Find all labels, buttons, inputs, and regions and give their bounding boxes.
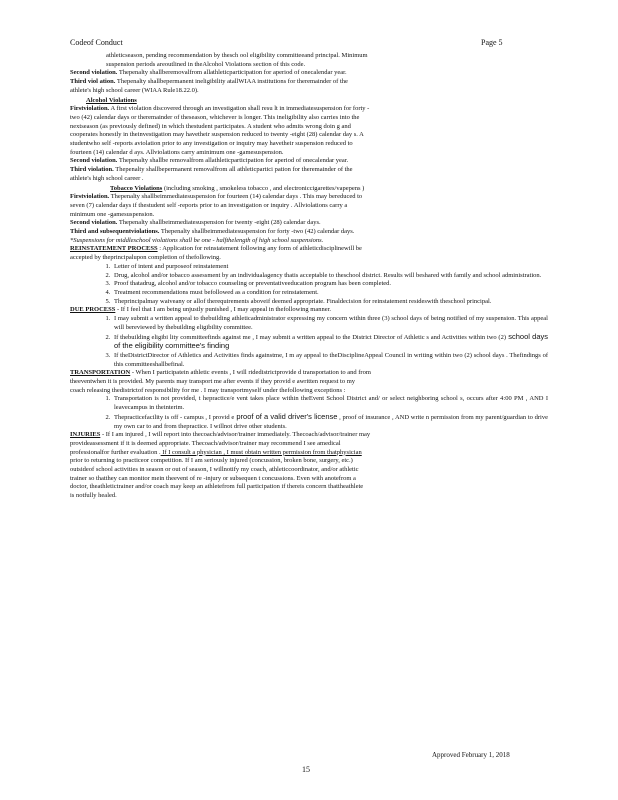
list-item: 4. Treatment recommendations must befollowed as a condition for reinstatement. [112,289,548,298]
text-line [70,157,548,166]
violation-label: Third viol ation. [70,78,116,86]
violation-text: Thepenalty shallbeimmediatesuspension for twenty -eight (28) calendar days. [117,219,321,227]
text-line [70,193,548,202]
alcohol-heading [70,97,548,106]
violation-text: Thepenalty shallbepermanent ineligibility atallWIAA institutions for theremainder of the [115,78,348,86]
list-item-text: , proof of insurance , AND write n permission from my parent/guardian to drive my own car to and from thepractice. I willnot drive other students. [114,413,548,430]
list-item: 3. If theDistrictDirector of Athletics and Activities finds againstme, I m ay appeal to theDisciplineAppeal Council in writing within two (2) school days . Thefindings of this committeeshallbefinal. [112,352,548,369]
text-line [70,219,548,228]
text-line: athlete's high school career . [70,174,144,182]
section-title: TRANSPORTATION [70,369,131,377]
text-line: athlete's high school career (WIAA Rule18.22.0). [70,86,199,94]
list-item-emphasis: proof of a valid driver's license [234,411,338,421]
section-title: DUE PROCESS [70,306,116,314]
section-text: - If I am injured , I will report into thecoach/advisor/trainer immediately. Thecoach/advisor/trainer may [100,431,371,439]
section-text: - If I feel that I am being unjustly punished , I may appeal in thefollowing manner. [115,306,332,314]
list-item: 5. Theprincipalmay waiveany or allof therequirements aboveif deemed appropriate. Finaldecision for reinstatement resideswith theschool principal. [112,298,548,307]
violation-text: Thepenalty shallberemovalfrom allathleticparticipation for aperiod of onecalendar year. [117,69,347,77]
text-line [70,449,548,458]
text-line: doctor, theathletictrainer and/or coach may keep an athletefrom full participation if thereis concern thattheathlete [70,483,364,491]
section-subtitle: (including smoking , smokeless tobacco , and electroniccigarettes/vapepens ) [162,184,365,192]
list-item-text: Thepracticefacility is off - campus , I provid e [114,413,235,421]
section-title: Alcohol Violations [86,96,137,104]
text-line: coach releasing thedistrictof responsibility for me . I may transportmyself under thefollowing exceptions : [70,386,346,394]
text-line [70,228,548,237]
violation-text: Thepenalty shallbepermanent removalfrom all athleticpartici pation for theremainder of the [113,166,353,174]
middle-school-note: *Suspensions for middleschool violations shall be one - halfthelength of high school suspensions. [70,236,324,244]
text-line: minimum one -gamesuspension. [70,210,155,218]
list-item: 3. Proof thatadrug, alcohol and/or tobacco counseling or preventativeeducation program has been completed. [112,280,548,289]
section-text: - When I participatein athletic events , I will ridedistrictprovide d transportation to and from [130,369,371,377]
text-line: is notfully healed. [70,492,117,500]
violation-label: Third and subsequentviolations. [70,228,160,236]
text-line: provideassessment if it is deemed appropriate. Thecoach/advisor/trainer may recommend I see amedical [70,439,341,447]
list-item [112,333,548,352]
list-item: 1. I may submit a written appeal to thebuilding athleticadministrator expressing my concern within three (3) school days of being notified of my suspension. This appeal will bereviewed by thebuilding eligibility committee. [112,315,548,332]
violation-label: Firstviolation. [70,193,110,201]
text-line: prior to returning to practiceor competition. If I am seriously injured (concussion, broken bone, surgery, etc.) [70,457,353,465]
transportation-list [70,395,548,431]
list-item-text: If thebuilding eligibi lity committeefinds against me , I may submit a written appeal to the District Director of Athletic s and Activities within two (2) [114,333,507,341]
approved-date: Approved February 1, 2018 [432,751,510,759]
violation-label: Third violation. [70,166,114,174]
text-line: suspension periods areoutlined in theAlcohol Violations section of this code. [106,60,306,68]
text-line [70,166,548,175]
list-item [112,413,548,431]
text-line: two (42) calendar days or theremainder of theseason, whichever is longer. This ineligibility also carries into the [70,113,360,121]
section-title: REINSTATEMENT PROCESS [70,245,158,253]
text-line: fourteen (14) calendar d ays. Allviolations carry aminimum one -gamesuspension. [70,148,284,156]
list-item: 2. Drug, alcohol and/or tobacco assessment by an individualagency thatis acceptable to theschool district. Results will beshared with family and school administration. [112,272,548,281]
injuries-heading [70,431,548,440]
violation-label: Second violation. [70,219,118,227]
tobacco-heading [70,185,548,194]
transportation-heading [70,369,548,378]
page-number: 15 [302,765,310,774]
text-line: athleticseason, pending recommendation by thesch ool eligibility committeeand principal. Minimum [106,52,368,59]
text-line: nextseason (as previously defined) in which thestudent participates. A student who admits wrong doin g and [70,122,351,130]
due-process-list [70,315,548,369]
list-item-emphasis: school days of the eligibility committee's finding [114,331,548,351]
text-line [70,69,548,78]
section-title: INJURIES [70,431,101,439]
list-item: 1. Transportation is not provided, t hepractice/e vent takes place within theEvent School District and/ or select neighboring school s, occurs after 4:00 PM , AND I leavecampus in theinterim. [112,395,548,412]
header-page-label: Page 5 [481,38,503,47]
violation-text: Thepenalty shallbeimmediatesuspension for forty -two (42) calendar days. [159,228,355,236]
text-line: studentwho self -reports aviolation prior to any investigation or inquiry may havetheir suspension reduced to [70,140,353,148]
list-item: 1. Letter of intent and purposeof reinstatement [112,263,548,272]
text-line: cooperates honestly in theinvestigation may havetheir suspension reduced to twenty -eight (28) calendar day s. A [70,131,364,139]
document-body [70,52,548,501]
text-segment: professionalfor further evaluation . [70,448,161,456]
violation-text: A first violation discovered through an investigation shall resu lt in immediatesuspension for forty - [109,105,370,113]
text-line: outsideof school activities in season or out of season, I willnotify my coach, athleticcoordinator, and/or athletic [70,466,359,474]
header-title: Codeof Conduct [70,38,123,47]
text-line: accepted by theprincipalupon completion of thefollowing. [70,254,221,262]
due-process-heading [70,306,548,315]
reinstatement-list [70,263,548,307]
section-text: : Application for reinstatement following any form of athleticdisciplinewill be [157,245,362,253]
text-line: seven (7) calendar days if thestudent self -reports prior to an investigation or inquiry . Allviolations carry a [70,201,348,209]
violation-label: Firstviolation. [70,105,110,113]
text-line: trainer so thatthey can monitor mein theevent of re -injury or subsequen t concussions. Even with anotefrom a [70,474,356,482]
reinstatement-heading [70,245,548,254]
text-line [70,105,548,114]
section-title: Tobacco Violations [110,184,163,192]
text-line [70,78,548,87]
text-line: theeventwhen it is provided. My parents may transport me after events if they provid e awritten request to my [70,378,356,386]
violation-label: Second violation. [70,69,118,77]
underlined-text: If I consult a physician , I must obtain written permission from thatphysician [160,448,362,456]
violation-text: Thepenalty shallbeimmediatesuspension for fourteen (14) calendar days . This may bereduced to [109,193,363,201]
violation-text: Thepenalty shallbe removalfrom allathleticparticipation for aperiod of onecalendar year. [117,157,349,165]
violation-label: Second violation. [70,157,118,165]
